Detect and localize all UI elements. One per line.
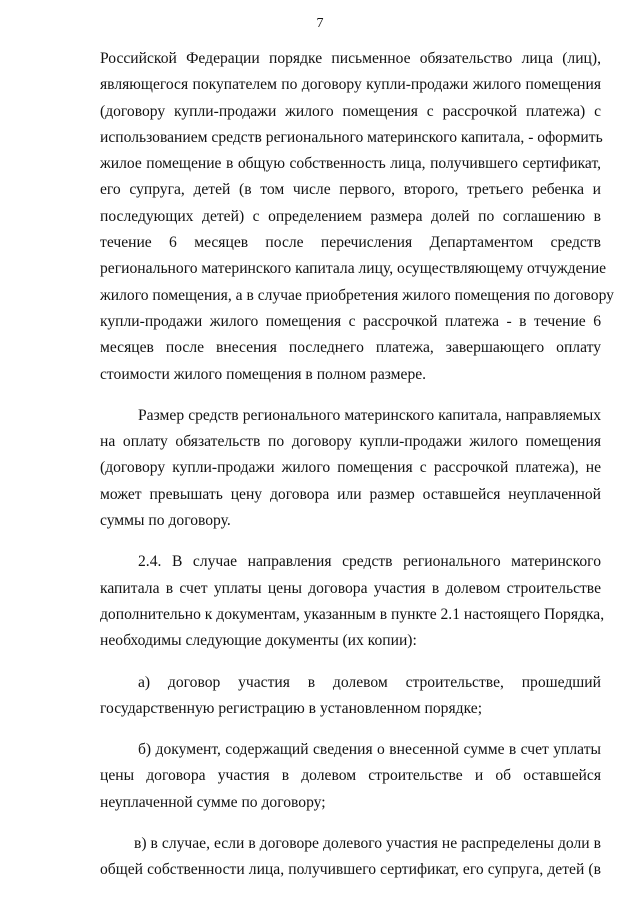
text-line: на оплату обязательств по договору купли-продажи жилого помещения	[100, 433, 601, 451]
list-item-c	[100, 831, 601, 884]
text-line: Размер средств регионального материнского капитала, направляемых	[138, 406, 601, 424]
page-number: 7	[316, 16, 324, 31]
text-line: капитала в счет уплаты цены договора участия в долевом строительстве	[100, 579, 601, 597]
text-line: Российской Федерации порядке письменное обязательство лица (лиц),	[100, 50, 601, 67]
text-line: необходимы следующие документы (их копии):	[100, 632, 417, 650]
document-body	[100, 46, 614, 884]
text-line: жилого помещения, а в случае приобретения жилого помещения по договору	[100, 286, 614, 304]
text-line: являющегося покупателем по договору купли-продажи жилого помещения	[100, 76, 601, 94]
text-line: цены договора участия в долевом строительстве и об оставшейся	[100, 767, 601, 785]
paragraph-ownership-obligation	[100, 46, 614, 388]
text-line: купли-продажи жилого помещения с рассрочкой платежа - в течение 6	[100, 312, 601, 330]
text-line: жилое помещение в общую собственность лица, получившего сертификат,	[100, 155, 601, 173]
paragraph-section-2-4	[100, 549, 605, 654]
paragraph-capital-limit	[100, 403, 601, 534]
text-line: месяцев после внесения последнего платежа, завершающего оплату	[100, 339, 601, 357]
text-line: б) документ, содержащий сведения о внесенной сумме в счет уплаты	[138, 741, 601, 759]
list-item-a	[100, 670, 601, 723]
text-line: последующих детей) с определением размера долей по соглашению в	[100, 207, 601, 225]
text-line: государственную регистрацию в установленном порядке;	[100, 699, 483, 717]
text-line: использованием средств регионального материнского капитала, - оформить	[100, 128, 603, 146]
text-line: в) в случае, если в договоре долевого участия не распределены доли в	[134, 835, 601, 853]
text-line: может превышать цену договора или размер оставшейся неуплаченной	[100, 485, 601, 503]
text-line: его супруга, детей (в том числе первого, второго, третьего ребенка и	[100, 181, 601, 199]
text-line: регионального материнского капитала лицу, осуществляющему отчуждение	[100, 260, 607, 278]
text-line: (договору купли-продажи жилого помещения с рассрочкой платежа), не	[100, 459, 601, 477]
text-line: суммы по договору.	[100, 512, 231, 530]
text-line: стоимости жилого помещения в полном размере.	[100, 365, 427, 383]
text-line: дополнительно к документам, указанным в пункте 2.1 настоящего Порядка,	[100, 605, 605, 623]
text-line: (договору купли-продажи жилого помещения с рассрочкой платежа) с	[100, 102, 601, 120]
text-line: а) договор участия в долевом строительстве, прошедший	[138, 673, 601, 691]
text-line: общей собственности лица, получившего сертификат, его супруга, детей (в	[100, 861, 601, 879]
list-item-b	[100, 737, 601, 816]
text-line: течение 6 месяцев после перечисления Департаментом средств	[100, 234, 601, 252]
text-line: неуплаченной сумме по договору;	[100, 793, 326, 811]
text-line: 2.4. В случае направления средств регионального материнского	[138, 553, 601, 571]
